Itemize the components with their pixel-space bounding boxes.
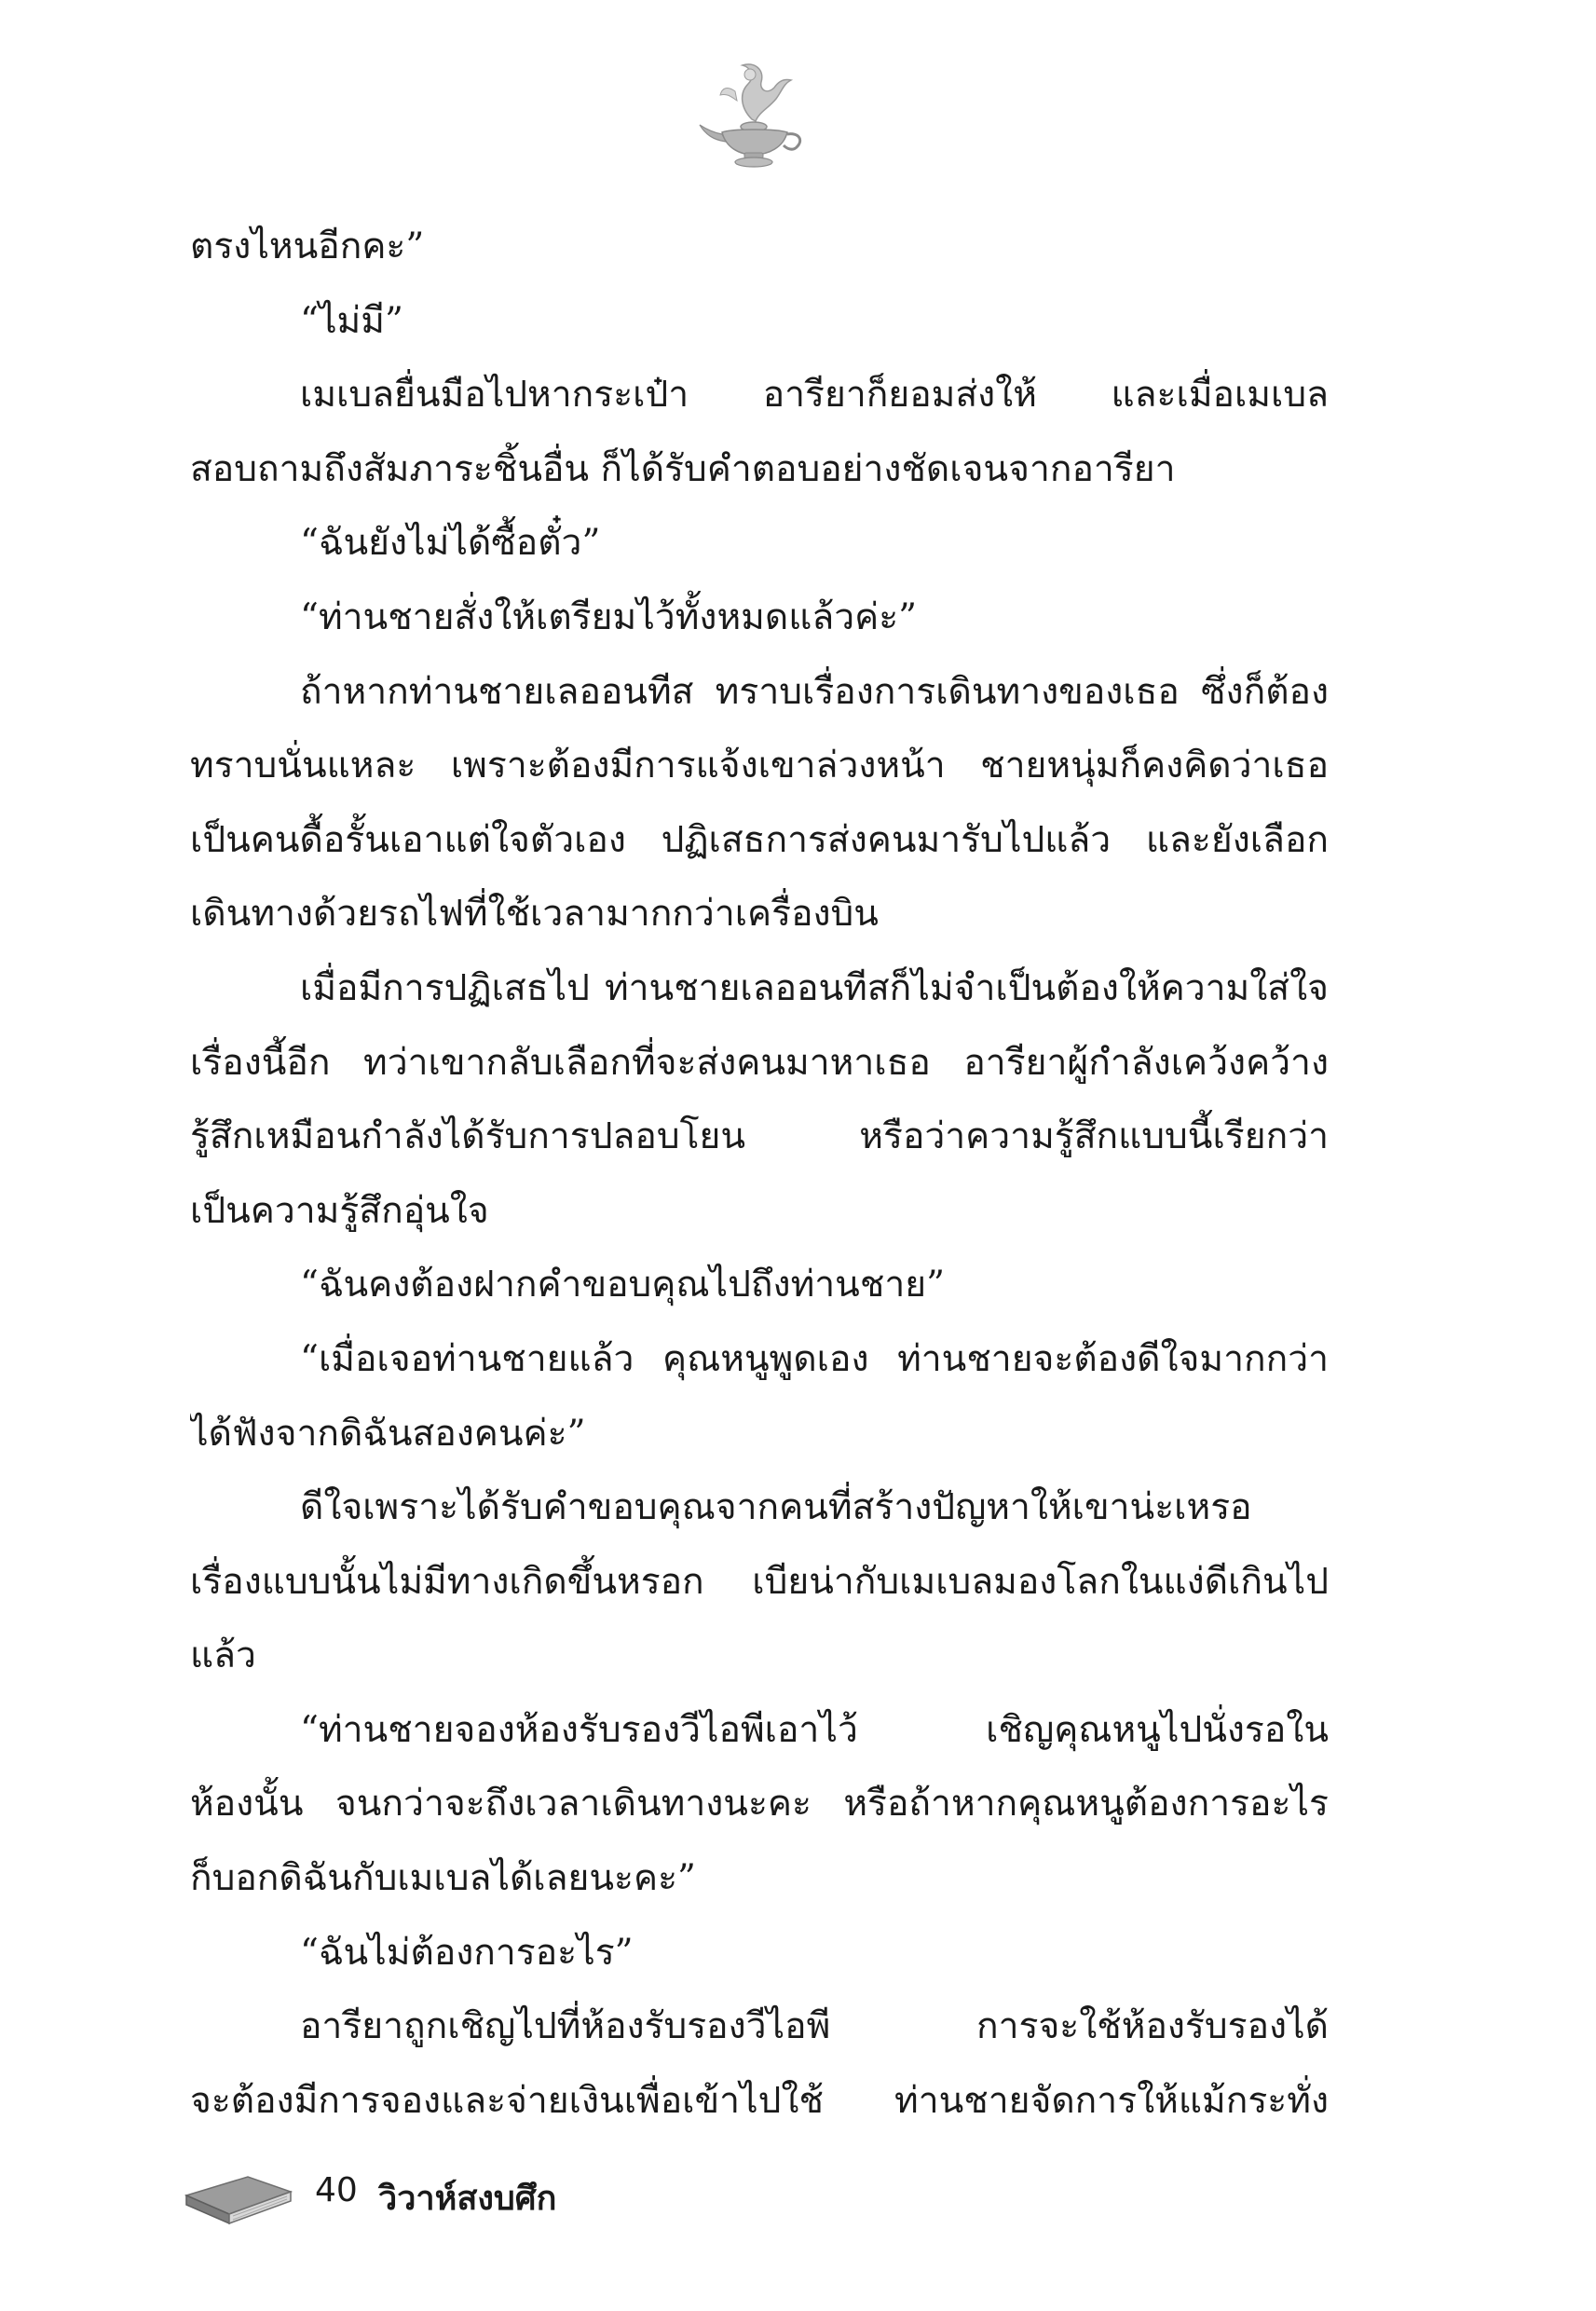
page-footer (183, 2160, 835, 2235)
text-line: ดีใจเพราะได้รับคำขอบคุณจากคนที่สร้างปัญหาให้เขาน่ะเหรอ (300, 1486, 1252, 1529)
text-line: “เมื่อเจอท่านชายแล้ว คุณหนูพูดเอง ท่านชายจะต้องดีใจมากกว่า (300, 1337, 1329, 1380)
text-line: สอบถามถึงสัมภาระชิ้นอื่น ก็ได้รับคำตอบอย่างชัดเจนจากอารียา (190, 447, 1176, 490)
text-line: ถ้าหากท่านชายเลออนทีส ทราบเรื่องการเดินทางของเธอ ซึ่งก็ต้อง (300, 670, 1329, 713)
text-line: เรื่องแบบนั้นไม่มีทางเกิดขึ้นหรอก เบียน่ากับเมเบลมองโลกในแง่ดีเกินไป (190, 1560, 1329, 1603)
text-line: เมื่อมีการปฏิเสธไป ท่านชายเลออนทีสก็ไม่จำเป็นต้องให้ความใส่ใจ (300, 966, 1329, 1009)
text-line: เป็นคนดื้อรั้นเอาแต่ใจตัวเอง ปฏิเสธการส่งคนมารับไปแล้ว และยังเลือก (190, 818, 1329, 861)
page-number: 40 (315, 2171, 358, 2209)
text-line: ก็บอกดิฉันกับเมเบลได้เลยนะคะ” (190, 1857, 696, 1900)
text-line: เป็นความรู้สึกอุ่นใจ (190, 1189, 489, 1232)
text-line: “ไม่มี” (300, 299, 403, 342)
text-line: ห้องนั้น จนกว่าจะถึงเวลาเดินทางนะคะ หรือถ้าหากคุณหนูต้องการอะไร (190, 1783, 1329, 1826)
text-line: ตรงไหนอีกคะ” (190, 226, 425, 267)
text-line: เมเบลยื่นมือไปหากระเป๋า อารียาก็ยอมส่งให้ และเมื่อเมเบล (300, 374, 1329, 417)
book-icon (183, 2167, 294, 2225)
text-line: รู้สึกเหมือนกำลังได้รับการปลอบโยน หรือว่าความรู้สึกแบบนี้เรียกว่า (190, 1115, 1329, 1158)
text-line: “ท่านชายจองห้องรับรองวีไอพีเอาไว้ เชิญคุณหนูไปนั่งรอใน (300, 1708, 1329, 1751)
book-title: วิวาห์สงบศึก (378, 2180, 557, 2218)
text-line: ทราบนั่นแหละ เพราะต้องมีการแจ้งเขาล่วงหน้า ชายหนุ่มก็คงคิดว่าเธอ (190, 745, 1329, 787)
body-text (190, 210, 1329, 2138)
text-line: เดินทางด้วยรถไฟที่ใช้เวลามากกว่าเครื่องบิน (190, 893, 879, 936)
text-line: “ฉันคงต้องฝากคำขอบคุณไปถึงท่านชาย” (300, 1264, 946, 1306)
text-line: “ฉันไม่ต้องการอะไร” (300, 1931, 634, 1974)
text-line: แล้ว (190, 1634, 256, 1677)
text-line: อารียาถูกเชิญไปที่ห้องรับรองวีไอพี การจะใช้ห้องรับรองได้ (300, 2005, 1329, 2048)
text-line: จะต้องมีการจองและจ่ายเงินเพื่อเข้าไปใช้ ท่านชายจัดการให้แม้กระทั่ง (190, 2079, 1329, 2122)
text-line: “ท่านชายสั่งให้เตรียมไว้ทั้งหมดแล้วค่ะ” (300, 595, 918, 638)
text-line: เรื่องนี้อีก ทว่าเขากลับเลือกที่จะส่งคนมาหาเธอ อารียาผู้กำลังเคว้งคว้าง (190, 1041, 1329, 1084)
text-line: ได้ฟังจากดิฉันสองคนค่ะ” (190, 1412, 586, 1455)
text-line: “ฉันยังไม่ได้ซื้อตั๋ว” (300, 522, 601, 565)
genie-lamp-icon (694, 54, 815, 175)
